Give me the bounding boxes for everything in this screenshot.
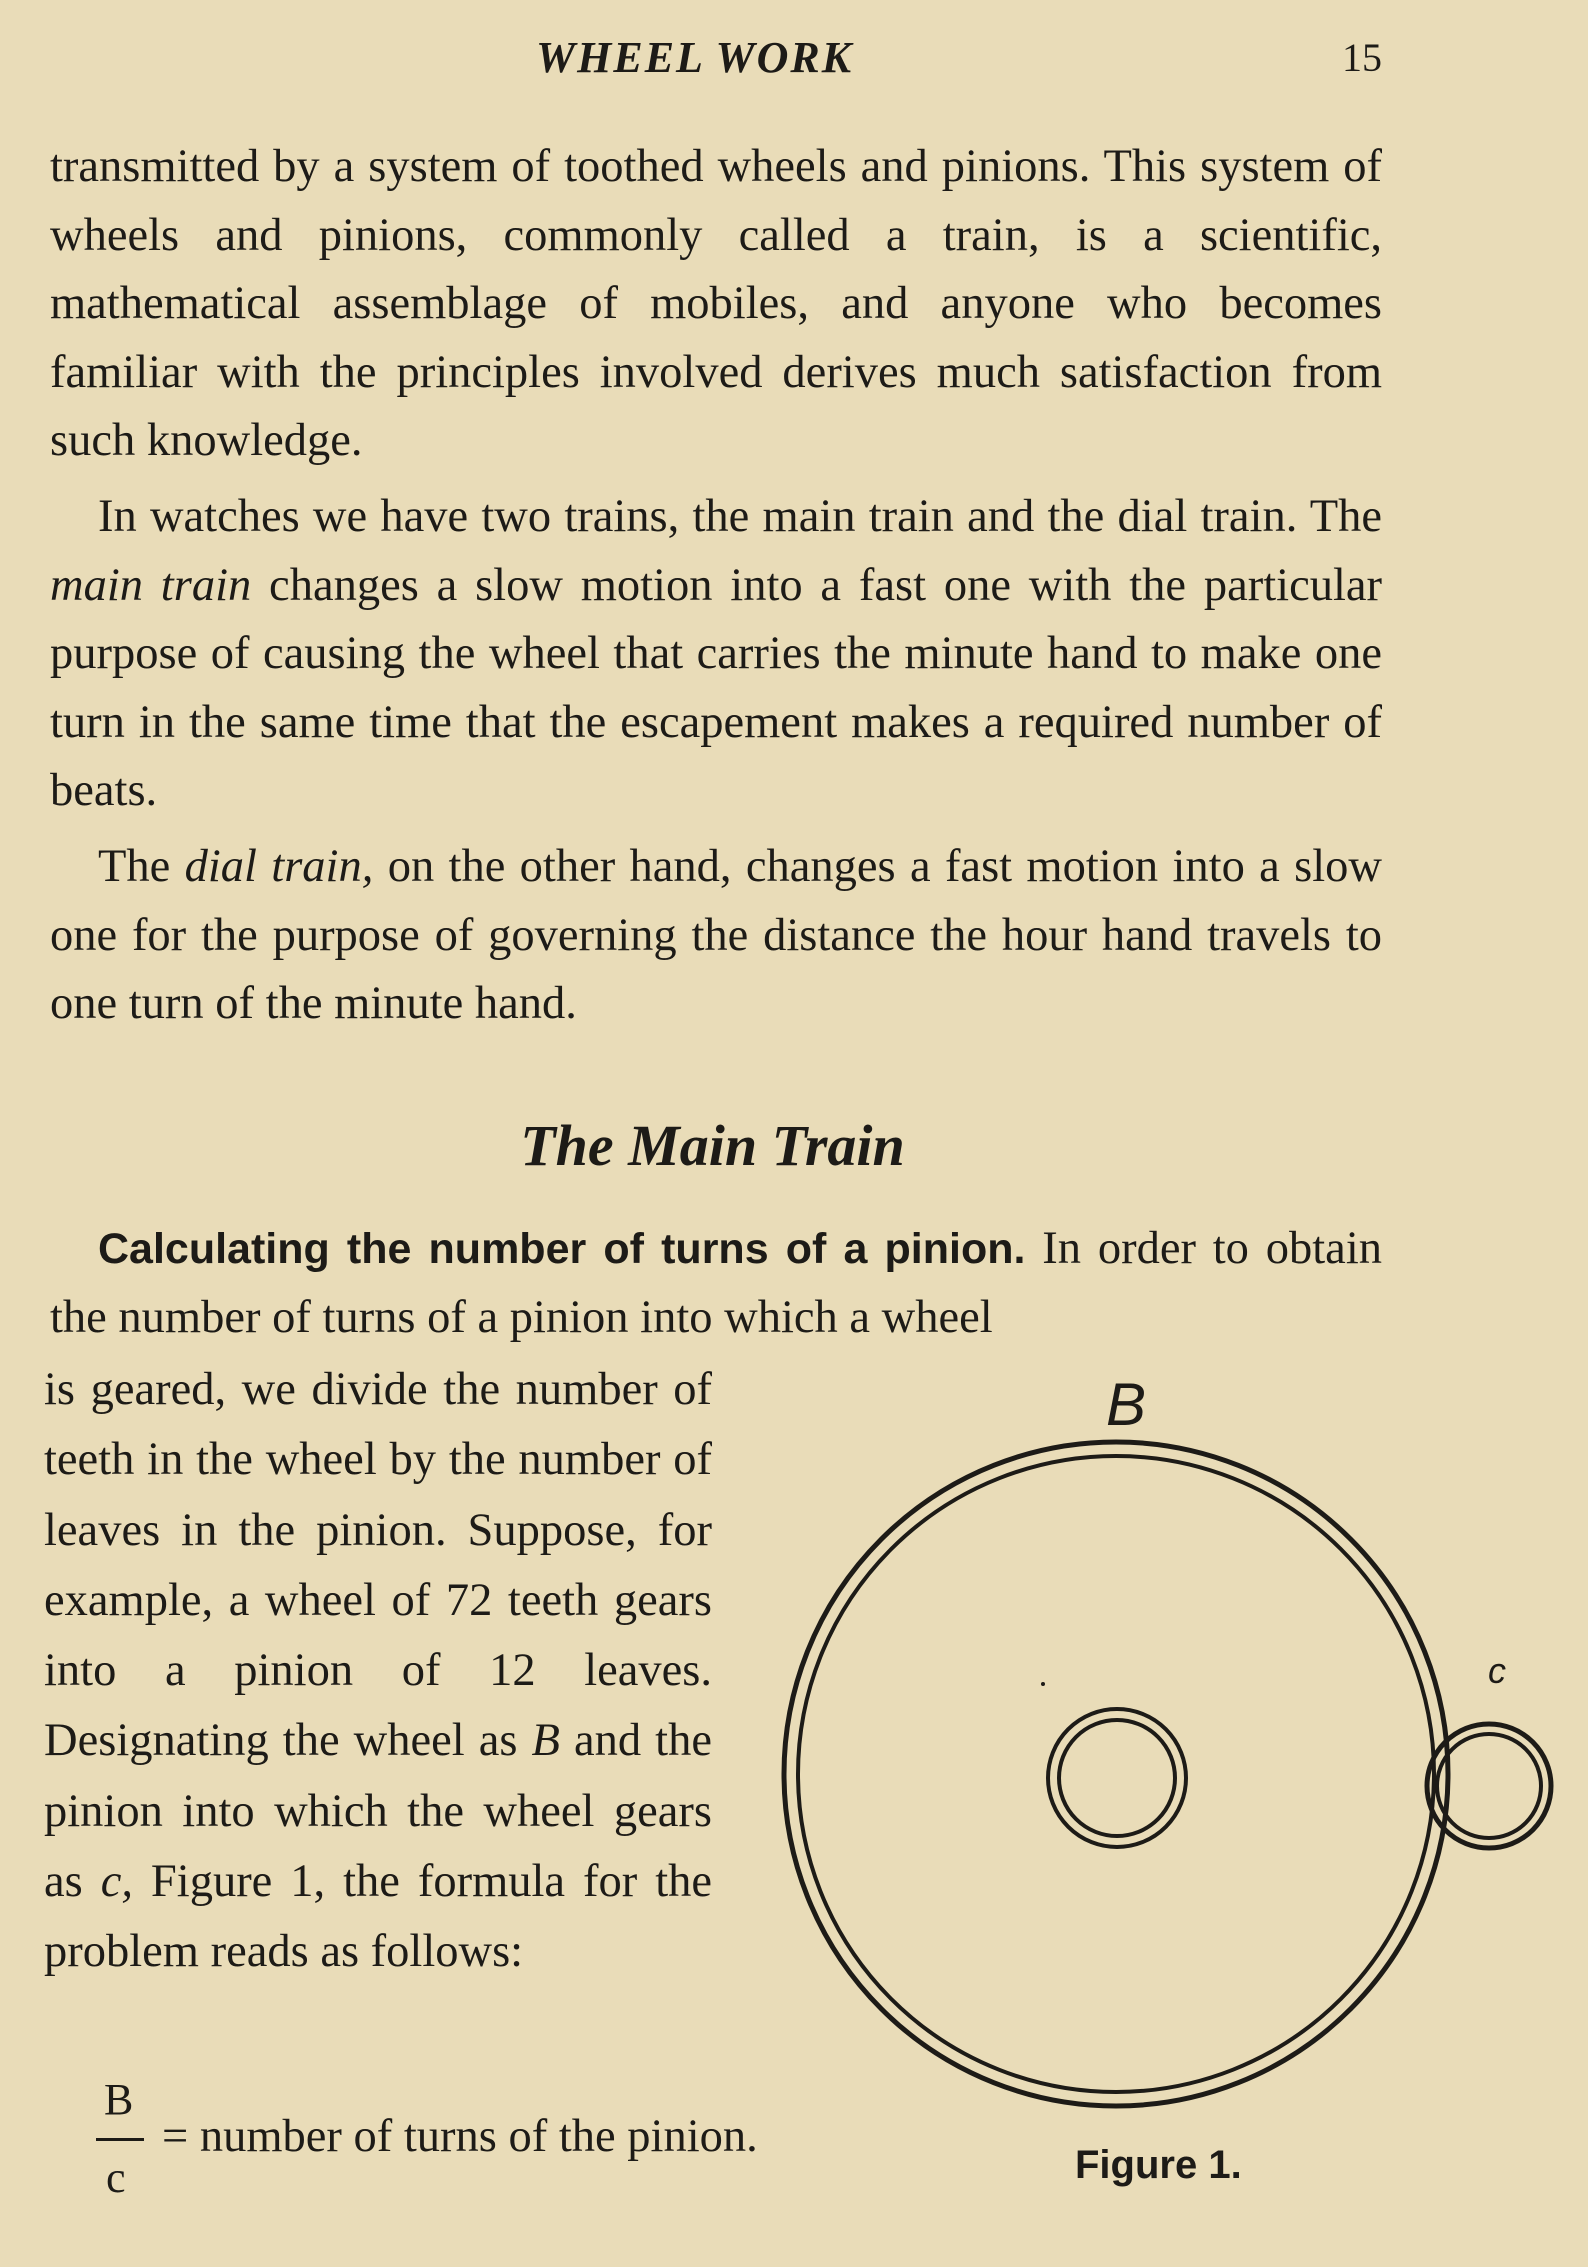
running-head	[0, 28, 1588, 88]
paragraph-calculating	[50, 1215, 1382, 1352]
paragraph-dial-text-1: The	[98, 841, 185, 892]
paragraph-example-text-2: and the pinion into which the wheel gears as	[44, 1715, 712, 1908]
running-title: WHEEL WORK	[536, 33, 854, 82]
paragraph-lead: Calculating the number of turns of a pinion.	[98, 1225, 1026, 1273]
pinion-inner	[1437, 1734, 1541, 1838]
paragraph-trains-text-2: changes a slow motion into a fast one with the particular purpose of causing the wheel that carries the minute hand to make one turn in the same time that the escapement makes a required number of beats.	[50, 559, 1382, 816]
formula-numerator: B	[104, 2075, 134, 2124]
figure-1-illustration	[760, 1360, 1560, 2120]
page-number: 15	[1342, 35, 1382, 80]
paragraph-dial-train	[50, 833, 1382, 1039]
figure-label-pinion: c	[1488, 1650, 1506, 1691]
term-main-train: main train	[50, 559, 252, 611]
paragraph-example-text-3: Figure 1, the formula for the problem reads as follows:	[44, 1856, 712, 1978]
paragraph-trains-text-1: In watches we have two trains, the main train and the dial train. The	[98, 491, 1382, 542]
figure-label-wheel: B	[1106, 1371, 1147, 1438]
section-heading: The Main Train	[520, 1113, 905, 1178]
paragraph-intro-text: transmitted by a system of toothed wheels and pinions. This system of wheels and pinions, commonly called a train, is a scientific, mathematical assemblage of mobiles, and anyone who becomes familiar with the principles involved derives much satisfaction from such knowledge.	[50, 141, 1382, 466]
paragraph-example-text-1: is geared, we divide the number of teeth in the wheel by the number of leaves in the pinion. Suppose, for example, a wheel of 72 teeth gears into a pinion of 12 leaves. Designating the wheel as	[44, 1364, 712, 1767]
paragraph-intro	[50, 133, 1382, 476]
symbol-pinion-c: c,	[100, 1856, 133, 1908]
paragraph-example	[44, 1355, 712, 1988]
formula-fraction-bar	[96, 2138, 144, 2141]
symbol-wheel-b: B	[531, 1715, 560, 1767]
paragraph-trains	[50, 483, 1382, 826]
wheel-outer-rim	[784, 1442, 1448, 2106]
wheel-hub-inner	[1059, 1720, 1175, 1836]
paragraph-calculating-text: In order to obtain the number of turns of a pinion into which a wheel	[50, 1223, 1382, 1343]
formula-text: = number of turns of the pinion.	[162, 2111, 758, 2162]
term-dial-train: dial train,	[184, 841, 374, 892]
wheel-inner-rim	[798, 1456, 1434, 2092]
formula-denominator: c	[106, 2153, 126, 2202]
wheel-hub-outer	[1048, 1709, 1186, 1847]
wheel-center-dot	[1041, 1682, 1045, 1686]
figure-caption: Figure 1.	[1075, 2143, 1242, 2187]
paragraph-dial-text-2: on the other hand, changes a fast motion into a slow one for the purpose of governing the distance the hour hand travels to one turn of the minute hand.	[50, 841, 1382, 1029]
